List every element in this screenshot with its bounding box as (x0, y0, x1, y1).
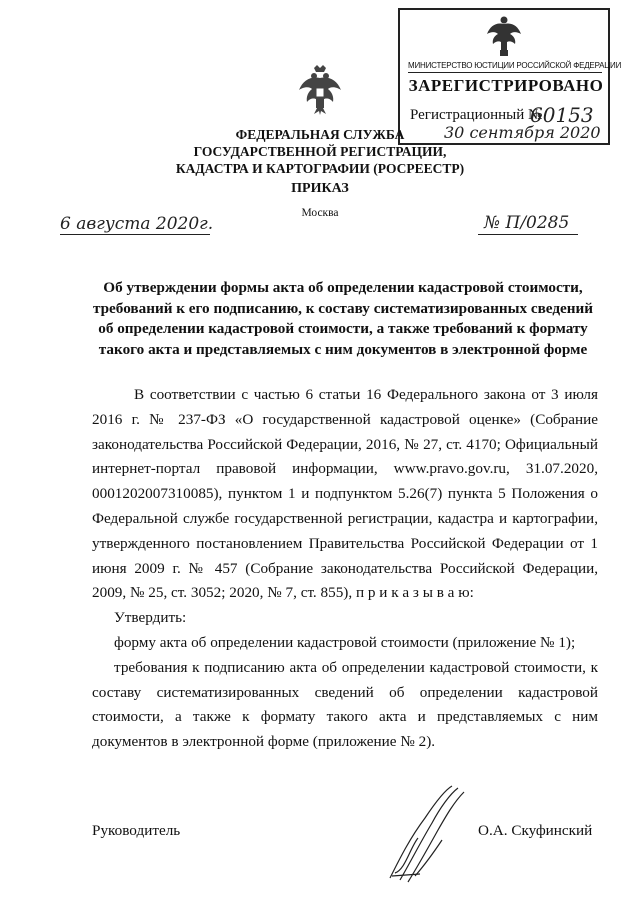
body-paragraph-2: Утвердить: (114, 609, 187, 627)
document-type: ПРИКАЗ (291, 181, 349, 196)
stamp-divider (408, 72, 602, 73)
body-paragraph-1: В соответствии с частью 6 статьи 16 Федерального закона от 3 июля 2016 г. № 237-ФЗ «О государственной кадастровой оценке» (Собрание законодательства Российской Федерации, 2016, № 27, ст. 4170; Официальный интернет-портал правовой информации, www.pravo.gov.ru, 31.07.2020, 0001202007310085), пунктом 1 и подпунктом 5.26(7) пункта 5 Положения о Федеральной службе государственной регистрации, кадастра и картографии, утвержденного постановлением Правительства Российской Федерации от 1 июня 2009 г. № 457 (Собрание законодательства Российской Федерации, 2009, № 25, ст. 3052; 2020, № 7, ст. 855), п р и к а з ы в а ю: (92, 386, 598, 602)
order-number: № П/0285 (484, 213, 570, 233)
signatory-role: Руководитель (92, 822, 181, 839)
coat-of-arms-icon (297, 64, 343, 116)
registration-stamp (398, 8, 622, 145)
document-title: Об утверждении формы акта об определении кадастровой стоимости, требований к его подписанию, к составу систематизированных сведений об определении кадастровой стоимости, а также требований к формату такого акта и представляемых с ним документов в электронной форме (92, 279, 594, 358)
number-underline (478, 234, 578, 235)
order-date: 6 августа 2020г. (60, 214, 214, 234)
handwritten-signature-icon (380, 778, 480, 888)
body-paragraph-3: форму акта об определении кадастровой стоимости (приложение № 1); (114, 633, 576, 651)
city: Москва (301, 207, 339, 219)
date-underline (60, 234, 210, 235)
body-paragraph-4: требования к подписанию акта об определении кадастровой стоимости, к составу систематизированных сведений об определении кадастровой стоимости, а также к формату такого акта и представляемых с ним документов в электронной форме (приложение № 2). (92, 658, 598, 751)
agency-name: ФЕДЕРАЛЬНАЯ СЛУЖБА ГОСУДАРСТВЕННОЙ РЕГИСТРАЦИИ, КАДАСТРА И КАРТОГРАФИИ (РОСРЕЕСТР) (175, 127, 465, 176)
signatory-name: О.А. Скуфинский (478, 822, 593, 839)
double-headed-eagle-icon (484, 14, 524, 58)
stamp-regno-value: 60153 (530, 103, 594, 127)
stamp-registration-date: 30 сентября 2020 (444, 123, 601, 142)
stamp-ministry: МИНИСТЕРСТВО ЮСТИЦИИ РОССИЙСКОЙ ФЕДЕРАЦИИ (408, 61, 622, 70)
stamp-regno-label: Регистрационный № (410, 107, 543, 123)
stamp-registered: ЗАРЕГИСТРИРОВАНО (408, 76, 604, 95)
document-body (92, 383, 598, 755)
